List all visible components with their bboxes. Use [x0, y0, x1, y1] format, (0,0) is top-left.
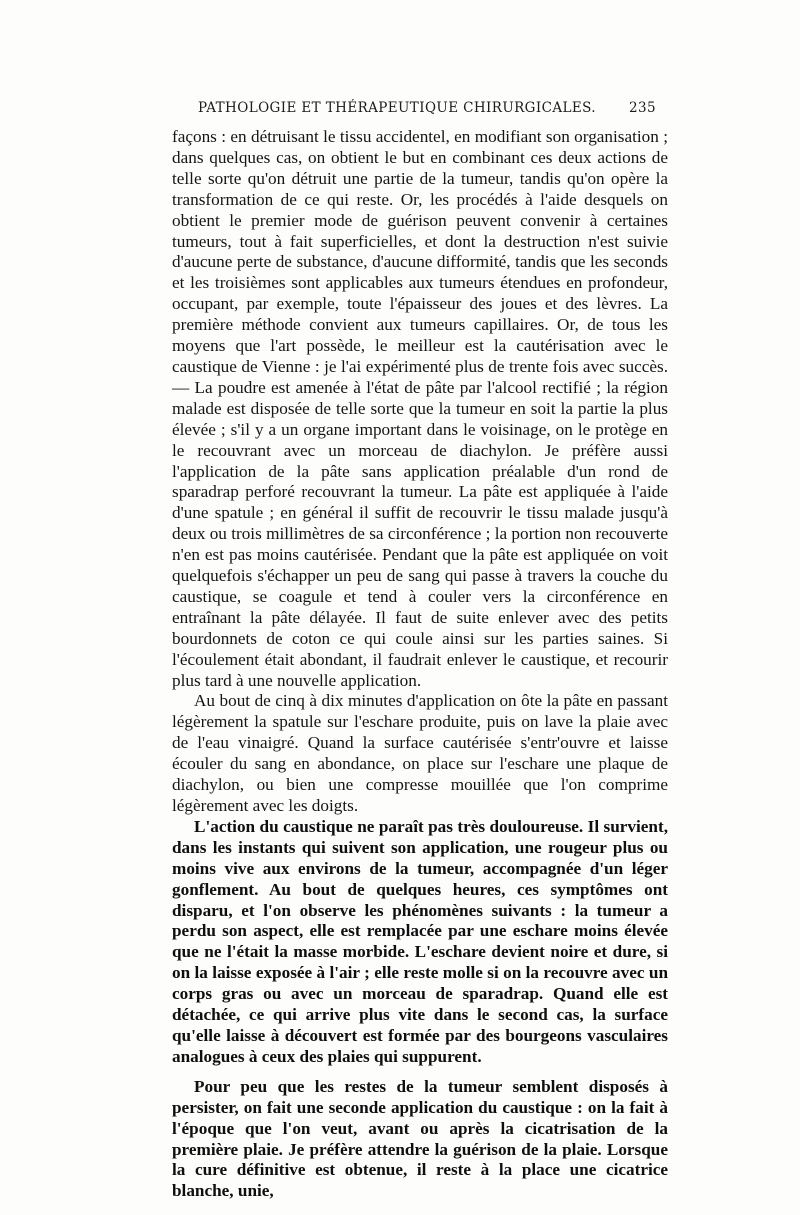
- paragraph-2: Au bout de cinq à dix minutes d'application on ôte la pâte en passant légèrement la spatule sur l'eschare produite, puis on lave la plaie avec de l'eau vinaigré. Quand la surface cautérisée s'entr'ouvre et laisse écouler du sang en abondance, on place sur l'eschare une plaque de diachylon, ou bien une compresse mouillée que l'on comprime légèrement avec les doigts.: [172, 691, 668, 815]
- body-text: [172, 127, 668, 1202]
- running-head-title: PATHOLOGIE ET THÉRAPEUTIQUE CHIRURGICALES.: [198, 100, 596, 116]
- paragraph-1: façons : en détruisant le tissu accidentel, en modifiant son organisation ; dans quelques cas, on obtient le but en combinant ces deux actions de telle sorte qu'on détruit une partie de la tumeur, tandis qu'on opère la transformation de ce qui reste. Or, les procédés à l'aide desquels on obtient le premier mode de guérison peuvent convenir à certaines tumeurs, tout à fait superficielles, et dont la destruction n'est suivie d'aucune perte de substance, d'aucune difformité, tandis que les seconds et les troisièmes sont applicables aux tumeurs étendues en profondeur, occupant, par exemple, toute l'épaisseur des joues et des lèvres. La première méthode convient aux tumeurs capillaires. Or, de tous les moyens que l'art possède, le meilleur est la cautérisation avec le caustique de Vienne : je l'ai expérimenté plus de trente fois avec succès. — La poudre est amenée à l'état de pâte par l'alcool rectifié ; la région malade est disposée de telle sorte que la tumeur en soit la partie la plus élevée ; s'il y a un organe important dans le voisinage, on le protège en le recouvrant avec un morceau de diachylon. Je préfère aussi l'application de la pâte sans application préalable d'un rond de sparadrap perforé recouvrant la tumeur. La pâte est appliquée à l'aide d'une spatule ; en général il suffit de recouvrir le tissu malade jusqu'à deux ou trois millimètres de sa circonférence ; la portion non recouverte n'en est pas moins cautérisée. Pendant que la pâte est appliquée on voit quelquefois s'échapper un peu de sang qui passe à travers la couche du caustique, se coagule et tend à couler vers la circonférence en entraînant la pâte délayée. Il faut de suite enlever avec des petits bourdonnets de coton ce qui coule ainsi sur les parties saines. Si l'écoulement était abondant, il faudrait enlever le caustique, et recourir plus tard à une nouvelle application.: [172, 127, 668, 690]
- paragraph-3: L'action du caustique ne paraît pas très douloureuse. Il survient, dans les instants qui suivent son application, une rougeur plus ou moins vive aux environs de la tumeur, accompagnée d'un léger gonflement. Au bout de quelques heures, ces symptômes ont disparu, et l'on observe les phénomènes suivants : la tumeur a perdu son aspect, elle est remplacée par une eschare moins élevée que ne l'était la masse morbide. L'eschare devient noire et dure, si on la laisse exposée à l'air ; elle reste molle si on la recouvre avec un corps gras ou avec un morceau de sparadrap. Quand elle est détachée, ce qui arrive plus vite dans le second cas, la surface qu'elle laisse à découvert est formée par des bourgeons vasculaires analogues à ceux des plaies qui suppurent.: [172, 816, 668, 1066]
- paragraph-4: Pour peu que les restes de la tumeur semblent disposés à persister, on fait une seconde application du caustique : on la fait à l'époque que l'on veut, avant ou après la cicatrisation de la première plaie. Je préfère attendre la guérison de la plaie. Lorsque la cure définitive est obtenue, il reste à la place une cicatrice blanche, unie,: [172, 1076, 668, 1201]
- running-head: [174, 100, 656, 122]
- page-number: 235: [629, 100, 656, 116]
